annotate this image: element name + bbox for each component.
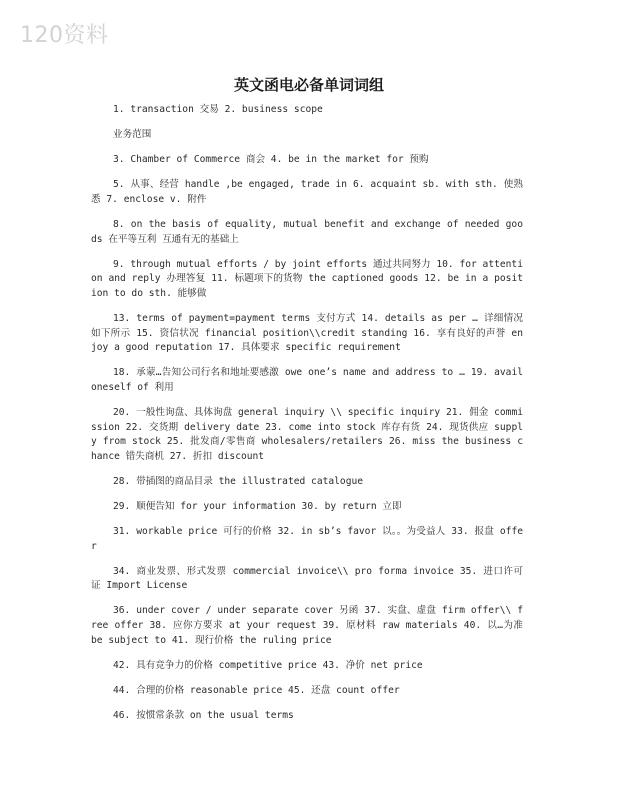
- document-body: [91, 103, 523, 734]
- vocab-paragraph: 业务范围: [113, 129, 152, 141]
- vocab-paragraph: 31. workable price 可行的价格 32. in sb’s favor 以。。为受益人 33. 报盘 offer: [91, 525, 523, 552]
- vocab-paragraph: 42. 具有竞争力的价格 competitive price 43. 净价 net price: [113, 659, 423, 671]
- vocab-paragraph: 13. terms of payment=payment terms 支付方式 14. details as per … 详细情况如下所示 15. 资信状况 financial position\\credit standing 16. 享有良好的声誉 enjoy a good reputation 17. 具体要求 specific requirement: [91, 312, 523, 354]
- watermark-logo: 120资料: [20, 23, 109, 48]
- vocab-paragraph: 44. 合理的价格 reasonable price 45. 还盘 count offer: [113, 684, 400, 696]
- vocab-paragraph: 34. 商业发票、形式发票 commercial invoice\\ pro forma invoice 35. 进口许可证 Import License: [91, 565, 523, 592]
- vocab-paragraph: 9. through mutual efforts / by joint efforts 通过共同努力 10. for attention and reply 办理答复 11. 标题项下的货物 the captioned goods 12. be in a position to do sth. 能够做: [91, 258, 523, 299]
- vocab-paragraph: 8. on the basis of equality, mutual benefit and exchange of needed goods 在平等互利 互通有无的基础上: [91, 218, 523, 245]
- vocab-paragraph: 28. 带插图的商品目录 the illustrated catalogue: [113, 475, 364, 487]
- vocab-paragraph: 3. Chamber of Commerce 商会 4. be in the market for 预购: [113, 154, 429, 166]
- vocab-paragraph: 1. transaction 交易 2. business scope: [113, 104, 323, 115]
- document-title: 英文函电必备单词词组: [233, 76, 384, 94]
- vocab-paragraph: 29. 顺便告知 for your information 30. by return 立即: [113, 500, 402, 512]
- vocab-paragraph: 5. 从事、经营 handle ,be engaged, trade in 6. acquaint sb. with sth. 使熟悉 7. enclose v. 附件: [91, 179, 523, 205]
- vocab-paragraph: 36. under cover / under separate cover 另函 37. 实盘、虚盘 firm offer\\ free offer 38. 应你方要求 at your request 39. 原材料 raw materials 40. 以…为准 be subject to 41. 现行价格 the ruling price: [91, 605, 523, 646]
- vocab-paragraph: 20. 一般性询盘、具体询盘 general inquiry \\ specific inquiry 21. 佣金 commission 22. 交货期 delivery date 23. come into stock 库存有货 24. 现货供应 supply from stock 25. 批发商/零售商 wholesalers/retailers 26. miss the business chance 错失商机 27. 折扣 discount: [91, 406, 523, 462]
- vocab-paragraph: 46. 按惯常条款 on the usual terms: [113, 709, 294, 721]
- vocab-paragraph: 18. 承蒙…告知公司行名和地址要感激 owe one’s name and address to … 19. avail oneself of 利用: [91, 367, 523, 393]
